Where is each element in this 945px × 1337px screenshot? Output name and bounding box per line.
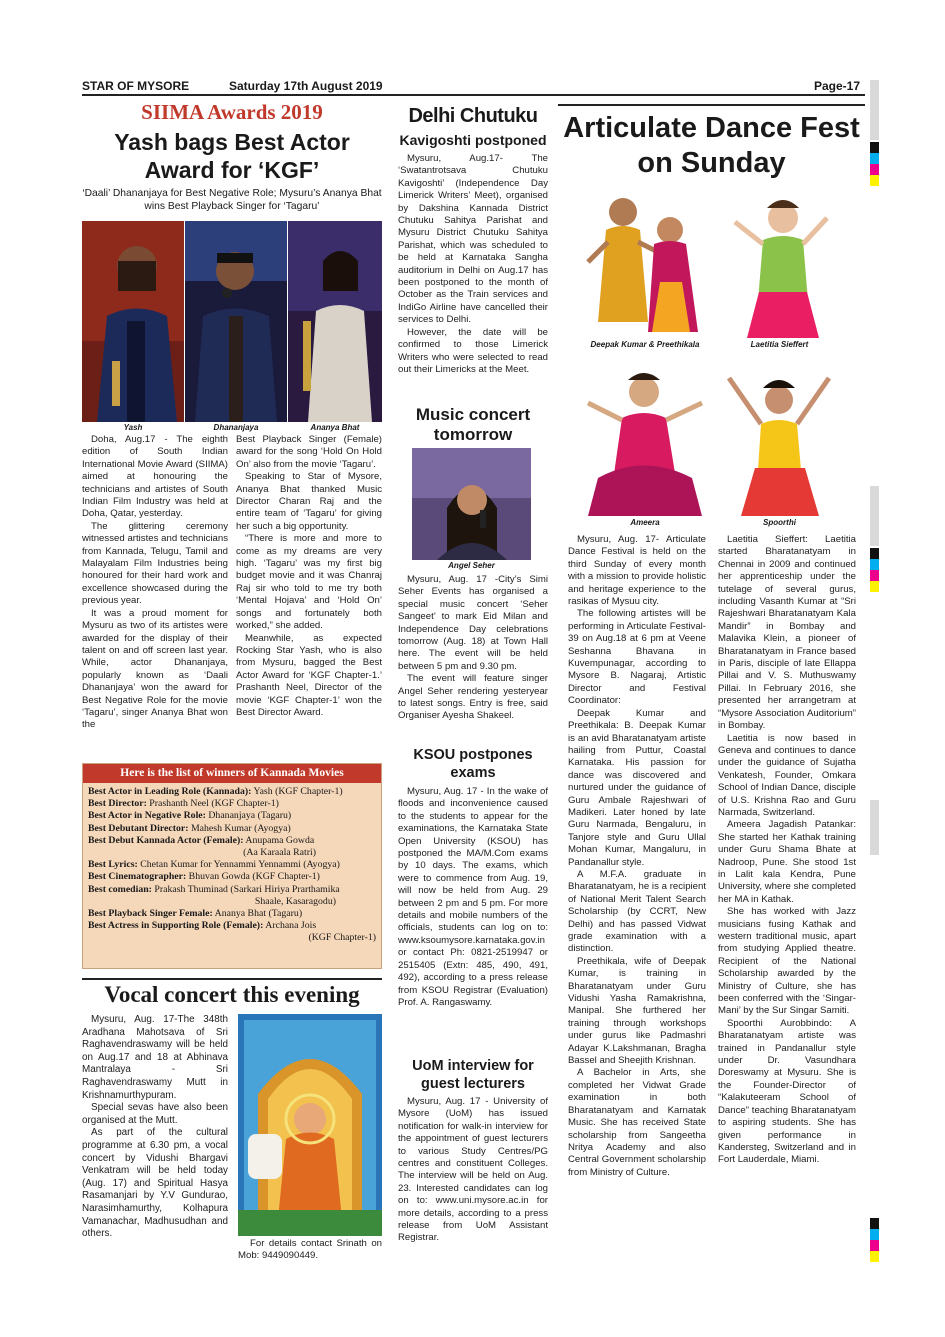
uom-headline: UoM interview for guest lecturers [412, 1058, 534, 1092]
registration-yellow [870, 1251, 879, 1262]
winners-list [83, 783, 381, 945]
winners-title: Here is the list of winners of Kannada Movies [83, 764, 381, 783]
music-headline: Music concert tomorrow [415, 405, 531, 444]
laetitia-caption: Laetitia Sieffert [750, 340, 809, 349]
raghavendraswamy-photo [238, 1014, 382, 1236]
paragraph: Mysuru, Aug.17- The ‘Swatantrotsava Chutuku Kavigoshti’ (Independence Day Limerick Writers’ Meet), organised by Dakshina Kannada District Chutuku Sahitya Parishat and Mysuru District Chutuku Sahitya Parishat, which was scheduled to be held at Karnataka Sangha auditorium in Delhi on Aug.17 has been postponed to the month of October as the Train services and IndiGo Airline have cancelled their services to Delhi. [398, 153, 548, 326]
spoorthi-caption: Spoorthi [763, 518, 796, 527]
paragraph: Mysuru, Aug. 17 - University of Mysore (UoM) has issued notification for walk-in interview for the appointment of guest lecturers to various Study Centres/PG centres and constituent Colleges. The interview will be held on Aug. 23. Interested candidates can log on to: www.uni.mysore.ac.in for more details, according to a press release from UoM Assistant Registrar. [398, 1096, 548, 1244]
list-item [88, 786, 376, 798]
vocal-contact: For details contact Srinath on Mob: 9449090449. [238, 1238, 382, 1262]
spoorthi-photo [715, 358, 844, 516]
list-item [88, 810, 376, 822]
dance-body-col1 [568, 534, 706, 1252]
award-winner-cont: Shaale, Kasaragodu) [254, 895, 336, 907]
ksou-body [398, 786, 548, 1052]
paragraph: Spoorthi Aurobbindo: A Bharatanatyam artiste was trained in Pandanallur style under Dr. Vasundhara Doreswamy at Mysuru. She is the Founder-Director of “Kalakuteeram School of Dance” teaching Bharatanatyam to aspiring students. She has given performance in Kandersteg, Switzerland and in Fort Lauderdale, Miami. [718, 1017, 856, 1166]
siima-body-col1 [82, 434, 228, 760]
list-item [88, 908, 376, 920]
paragraph: Best Playback Singer (Female) award for the song ‘Hold On Hold On’ also from the movie ‘Tagaru’. [236, 434, 382, 470]
laetitia-photo [715, 182, 844, 338]
registration-black [870, 1218, 879, 1229]
ameera-caption: Ameera [630, 518, 660, 527]
paragraph: Preethikala, wife of Deepak Kumar, is training in Bharatanatyam under Guru Vidushi Yasha Ramakrishna, Manipal. She furthered her training through workshops under gurus like Padmashri Adayar K.Lakshmanan, Bragha Bassel and Sheejith Krishnan. [568, 955, 706, 1067]
dance-headline: Articulate Dance Fest on Sunday [563, 112, 860, 179]
award-winner: Prakash Thuminad (Sarkari Hiriya Prarthamika [151, 883, 340, 895]
paragraph: A Bachelor in Arts, she completed her Vidwat Grade examination in both Bharatanatyam and Karnatak Music. She has received State scholarship from Sangeetha Nritya Academy and also Central Government scholarship from Ministry of Culture. [568, 1067, 706, 1178]
award-winner: Ananya Bhat (Tagaru) [212, 908, 303, 920]
award-category: Best Director: [88, 798, 147, 810]
ananya-photo [288, 221, 382, 422]
divider [82, 978, 382, 980]
ksou-headline: KSOU postpones exams [413, 747, 533, 781]
award-winner: Prashanth Neel (KGF Chapter-1) [146, 798, 279, 810]
dhananjaya-photo [185, 221, 287, 422]
paragraph: It was a proud moment for Mysuru as two of its artistes were awarded for the display of their talent on and off screen last year. While, actor Dhananjaya, popularly known as ‘Daali Dhananjaya’ won the award for Best Negative Role for the movie ‘Tagaru’, singer Ananya Bhat won the [82, 607, 228, 731]
siima-body-col2 [236, 434, 382, 760]
dhananjaya-caption: Dhananjaya [213, 423, 259, 432]
winners-box [82, 763, 382, 969]
angel-seher-photo [412, 448, 531, 560]
vocal-body [82, 1014, 228, 1264]
paragraph: As part of the cultural programme at 6.30 pm, a vocal concert by Vidushi Bhargavi Venkatram will be held today (Aug. 17) and Spiritual Hasya Rasamanjari by Y.V Gundurao, Narasimhamurthy, Kolhapura Vamanachar, Madhusudhan and others. [82, 1127, 228, 1240]
paragraph: The glittering ceremony witnessed artistes and technicians from Kannada, Telugu, Tamil and Malayalam Film Industries being honoured for their hard work and excellence showcased during the previous year. [82, 520, 228, 607]
award-category: Best Cinematographer: [88, 871, 187, 883]
award-category: Best Actor in Negative Role: [88, 810, 206, 822]
issue-date: Saturday 17th August 2019 [229, 79, 383, 93]
delhi-headline: Delhi Chutuku [408, 105, 538, 127]
award-category: Best Debutant Director: [88, 822, 189, 834]
vocal-headline: Vocal concert this evening [104, 982, 360, 1007]
list-item [88, 884, 376, 908]
delhi-subhead: Kavigoshti postponed [399, 132, 547, 148]
award-winner: Chetan Kumar for Yennammi Yennammi (Ayogya) [137, 859, 340, 871]
award-winner-cont: (Aa Karaala Ratri) [243, 847, 316, 859]
music-body [398, 574, 548, 744]
award-category: Best comedian: [88, 883, 152, 895]
registration-yellow [870, 581, 879, 592]
award-winner-cont: (KGF Chapter-1) [308, 932, 376, 944]
page-number: Page-17 [814, 79, 861, 93]
award-winner: Archana Jois [263, 920, 317, 932]
list-item [88, 859, 376, 871]
angel-seher-caption: Angel Seher [448, 561, 495, 570]
paragraph: Mysuru, Aug. 17-The 348th Aradhana Mahotsava of Sri Raghavendraswamy will be held on Aug.17 and 18 at Abhinava Mantralaya - Sri Raghavendraswamy Mutt in Krishnamurthypuram. [82, 1014, 228, 1101]
registration-cyan [870, 559, 879, 570]
award-category: Best Debut Kannada Actor (Female): [88, 834, 244, 846]
uom-body [398, 1096, 548, 1266]
paragraph: Mysuru, Aug. 17- Articulate Dance Festival is held on the third Sunday of every month with a mission to provide holistic and heritage experience to the rasikas of Mysuu city. [568, 534, 706, 608]
list-item [88, 823, 376, 835]
paragraph: The event will feature singer Angel Seher rendering yesteryear to latest songs. Entry is free, said Organiser Ayesha Shakeel. [398, 673, 548, 722]
deepak-preethikala-photo [578, 182, 712, 338]
registration-cyan [870, 1229, 879, 1240]
award-category: Best Actress in Supporting Role (Female): [88, 920, 264, 932]
yash-photo [82, 221, 184, 422]
registration-black [870, 548, 879, 559]
yash-caption: Yash [123, 423, 143, 432]
margin-bar [870, 800, 879, 855]
siima-headline: Yash bags Best Actor Award for ‘KGF’ [114, 129, 350, 183]
registration-magenta [870, 1240, 879, 1251]
award-category: Best Playback Singer Female: [88, 908, 213, 920]
paragraph: The following artistes will be performing in Articulate Festival-39 on Aug.18 at 6 pm at Veene Seshanna Bhavana in Kuvempunagar, according to Mysore B. Nagaraj, Artistic Director and Festival Coordinator: [568, 608, 706, 707]
deepak-preethikala-caption: Deepak Kumar & Preethikala [590, 340, 700, 349]
paragraph: A M.F.A. graduate in Bharatanatyam, he is a recipient of National Merit Talent Search Scholarship (by CCRT, New Delhi) and has passed Vidwat grade examination with a distinction. [568, 868, 706, 955]
paragraph: She has worked with Jazz musicians fusing Kathak and western traditional music, apart from studying Applied theatre. Recipient of the National Scholarship awarded by the Ministry of Culture, she has been conferred with the ‘Singar-Mani’ by the Sur Singar Samiti. [718, 906, 856, 1017]
paragraph: Special sevas have also been organised at the Mutt. [82, 1102, 228, 1126]
paragraph: Meanwhile, as expected Rocking Star Yash, who is also from Mysuru, bagged the Best Actor Award for ‘KGF Chapter-1.’ Prashanth Neel, Director of the movie ‘KGF Chapter-1’ won the Best Director Award. [236, 632, 382, 718]
list-item [88, 798, 376, 810]
paragraph: Ameera Jagadish Patankar: She started her Kathak training under Guru Shama Bhate at Nadroop, Pune. She stood 1st in Lalit kala Kendra, Pune University, where she completed her MA in Kathak. [718, 819, 856, 905]
registration-black [870, 142, 879, 153]
paper-name: STAR OF MYSORE [82, 79, 190, 93]
dance-body-col2 [718, 534, 856, 1252]
paragraph: Mysuru, Aug. 17 -City’s Simi Seher Events has organised a special music concert ‘Seher Sangeet’ to mark Eid Milan and Independence Day celebrations tomorrow (Aug. 18) at Town Hall here. The event will be held between 5 pm and 9.30 pm. [398, 574, 548, 672]
ameera-photo [578, 358, 712, 516]
registration-yellow [870, 175, 879, 186]
paragraph: Speaking to Star of Mysore, Ananya Bhat thanked Music Director Charan Raj and the entire team of ‘Tagaru’ for giving her such a big opportunity. [236, 471, 382, 532]
registration-cyan [870, 153, 879, 164]
paragraph: Laetitia Sieffert: Laetitia started Bharatanatyam in Chennai in 2009 and continued her apprenticeship under the tutelage of several gurus, including Vasanth Kumar at “Sri Rajeshwari Bharatanatyam Kala Mandir” in Bombay and Malavika Klein, a pioneer of Bharatanatyam in France based in Paris, disciple of late Ellappa Pillai and V. S. Muthuswamy Pillai. In February 2016, she presented her arrangetram at “Mysore Association Auditorium” in Bombay. [718, 534, 856, 732]
margin-bar [870, 486, 879, 546]
award-winner: Bhuvan Gowda (KGF Chapter-1) [186, 871, 320, 883]
header-rule [82, 94, 865, 96]
award-winner: Yash (KGF Chapter-1) [251, 786, 343, 797]
paragraph: Laetitia is now based in Geneva and continues to dance under the guidance of Sujatha Venkatesh, Founder, Omkara School of Indian Dance, disciple of U.S. Krishna Rao and Guru Narmada, Switzerland. [718, 732, 856, 818]
ananya-caption: Ananya Bhat [310, 423, 360, 432]
award-winner: Anupama Gowda [243, 834, 315, 846]
delhi-body [398, 153, 548, 401]
list-item [88, 835, 376, 859]
registration-magenta [870, 570, 879, 581]
paragraph: Mysuru, Aug. 17 - In the wake of floods and inconvenience caused to the students to appear for the examinations, the Karnataka State Open University (KSOU) has postponed the MA/M.Com exams by 10 days. The exams, which were to commence from Aug. 19, will now be held from Aug. 29 between 2 pm and 5 pm. For more details and mobile numbers of the officials, students can log on to: www.ksoumysore.karnataka.gov.in or contact Ph: 0821-2519947 or 2515405 (Extn: 485, 490, 491, 492), according to a press release from KSOU Registrar (Evaluation) Prof. A. Rangaswamy. [398, 786, 548, 1008]
paragraph: However, the date will be confirmed to those Limerick Writers who were selected to read out their Limericks at the Meet. [398, 326, 548, 375]
award-winner: Dhananjaya (Tagaru) [205, 810, 292, 822]
margin-bar [870, 80, 879, 140]
list-item [88, 871, 376, 883]
paragraph: “There is more and more to come as my dreams are very high. ‘Tagaru’ was my first big budget movie and it was Chanraj Raj sir who told to me try both ‘Mental Hojava’ and ‘Hold On’ songs and fortunately both worked,” she added. [236, 533, 382, 632]
siima-kicker: SIIMA Awards 2019 [141, 100, 323, 124]
paragraph: Deepak Kumar and Preethikala: B. Deepak Kumar is an avid Bharatanatyam artiste hailing from Puttur, Coastal Karnataka. His passion for dance was discovered and nurtured under the guidance of Guru Ambale Rajeshwari of Madikeri. Later honed by late Guru Narmada, Bengaluru, in Tanjore style and Guru Ullal Mohan Kumar, Mangaluru, in Pandanallur style. [568, 707, 706, 868]
award-winner: Mahesh Kumar (Ayogya) [188, 822, 291, 834]
list-item [88, 920, 376, 944]
divider [558, 104, 865, 106]
award-category: Best Actor in Leading Role (Kannada): [88, 786, 252, 797]
siima-deck: ‘Daali’ Dhananjaya for Best Negative Role; Mysuru’s Ananya Bhat wins Best Playback Singer for ‘Tagaru’ [82, 188, 382, 212]
paragraph: Doha, Aug.17 - The eighth edition of South Indian International Movie Award (SIIMA) aimed at honouring the technicians and artistes of South Indian Film Industry was held at Doha, Qatar, yesterday. [82, 434, 228, 520]
award-category: Best Lyrics: [88, 859, 138, 871]
registration-magenta [870, 164, 879, 175]
